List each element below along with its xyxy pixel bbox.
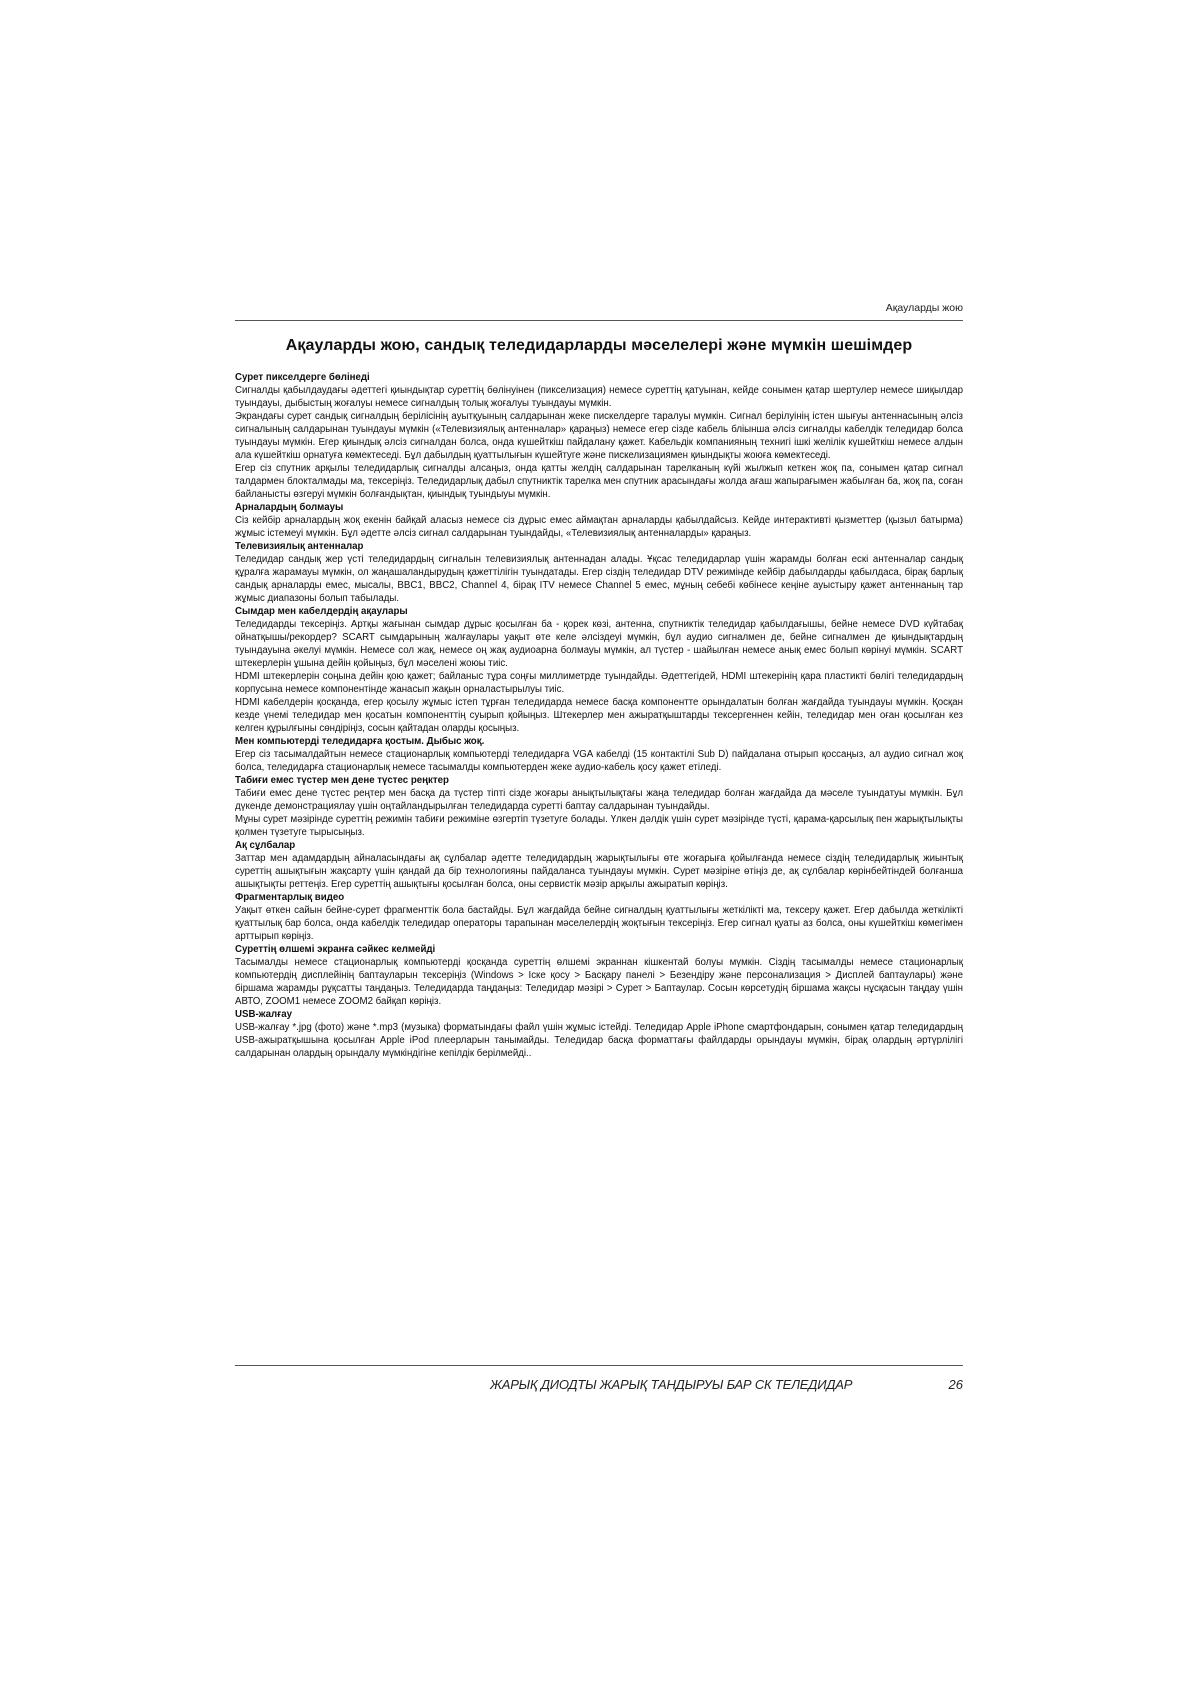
running-head: Ақауларды жою <box>885 302 963 314</box>
paragraph: Сіз кейбір арналардың жоқ екенін байқай аласыз немесе сіз дұрыс емес аймақтан арналарды қабылдайсыз. Кейде интерактивті қызметтер (қызыл батырма) жұмыс істемеуі мүмкін. Бұл әдетте әлсіз сигнал салдарынан туындайды, «Телевизиялық антенналарды» қараңыз. <box>235 515 963 539</box>
paragraph: Теледидар сандық жер үсті теледидардың сигналын телевизиялық антеннадан алады. Ұқсас теледидарлар үшін жарамды болған ескі антенналар сандық құралға жарамауы мүмкін, ол жаңашаландырудың қажеттілігін туындатады. Егер сіздің теледидар DTV режимінде кейбір дабылдарды қабылдаса, бірақ барлық сандық арналарды емес, мысалы, BBC1, BBC2, Channel 4, бірақ ITV немесе Channel 5 емес, мұның себебі көбінесе кеңіне ауыстыру қажет антеннаның тар жұмыс диапазоны болып табылады. <box>235 554 963 604</box>
section-heading: Фрагментарлық видео <box>235 892 345 903</box>
section-heading: Арналардың болмауы <box>235 502 344 513</box>
page-number: 26 <box>948 1377 963 1392</box>
footer-divider <box>235 1365 963 1366</box>
section-heading: Сымдар мен кабелдердің ақаулары <box>235 606 408 617</box>
paragraph: Заттар мен адамдардың айналасындағы ақ сұлбалар әдетте теледидардың жарықтылығы өте жоғарыға қойылғанда немесе сіздің теледидарлық жиынтық суреттің ашықтығын жақсарту үшін қандай да бір технологияны пайдаланса туындауы мүмкін. Сурет мәзіріне өтіңіз де, ақ сұлбалар көрінбейтіндей болғанша ашықтықты реттеңіз. Егер суреттің ашықтығы қосылған болса, оны сервистік мәзір арқылы ажыратып көріңіз. <box>235 853 963 890</box>
paragraph: Сигналды қабылдаудағы әдеттегі қиындықтар суреттің бөлінуінен (пикселизация) немесе суреттің қатуынан, кейде сонымен қатар шертулер немесе шиқылдар туындауы, дыбыстың жоғалуы немесе сигналдың толық жоғалуы туындауы мүмкін. <box>235 385 963 409</box>
paragraph: HDMI штекерлерін соңына дейін қою қажет; байланыс тұра соңғы миллиметрде туындайды. Әдеттегідей, HDMI штекерінің қара пластикті бөлігі теледидардың корпусына немесе компонентінде жанасып жақын орналастырылуы тиіс. <box>235 671 963 695</box>
paragraph: Теледидарды тексеріңіз. Артқы жағынан сымдар дұрыс қосылған ба - қорек көзі, антенна, спутниктік теледидар қабылдағышы, бейне немесе DVD күйтабақ ойнатқышы/рекордер? SCART сымдарының жалғаулары уақыт өте келе әлсіздеуі мүмкін, бұл аудио сигналмен де, бейне сигналмен де қиындықтардың туындауына әкелуі мүмкін. Немесе сол жақ, немесе оң жақ аудиоарна болмауы мүмкін, ал түстер - шайылған немесе анық емес болып көрінуі мүмкін. SCART штекерлерін ұшына дейін қойыңыз, бұл мәселені жоюы тиіс. <box>235 619 963 669</box>
section-heading: Табиғи емес түстер мен дене түстес реңктер <box>235 775 449 786</box>
paragraph: Егер сіз тасымалдайтын немесе стационарлық компьютерді теледидарға VGA кабелді (15 контактілі Sub D) пайдалана отырып қоссаңыз, ал аудио сигнал жоқ болса, теледидарға стационарлық немесе тасымалды компьютерден жеке аудио-кабель қосу қажет етіледі. <box>235 749 963 773</box>
section-heading: Ақ сұлбалар <box>235 840 296 851</box>
paragraph: Экрандағы сурет сандық сигналдың берілісінің ауытқуының салдарынан жеке пискелдерге таралуы мүмкін. Сигнал берілуінің істен шығуы антеннасының әлсіз сигналының салдарынан туындауы мүмкін («Телевизиялық антенналар» қараңыз) немесе егер сізде кабель бліынша әлсіз сигналды кабелдік теледидар болса туындауы мүмкін. Егер қиындық әлсіз сигналдан болса, онда күшейткіш пайдалану қажет. Кабельдік компанияның технигі ішкі желілік күшейткіш немесе алдын ала күшейткіш орнатуға көмектеседі. Бұл дабылдың қуаттылығын күшейтуге және пискелизациямен қиындықты жоюға көмектеседі. <box>235 411 963 461</box>
section-heading: Сурет пикселдерге бөлінеді <box>235 372 370 383</box>
section-heading: USB-жалғау <box>235 1009 293 1020</box>
body-content <box>235 371 963 1060</box>
paragraph: USB-жалғау *.jpg (фото) және *.mp3 (музыка) форматындағы файл үшін жұмыс істейді. Теледидар Apple iPhone смартфондарын, сонымен қатар теледидардың USB-ажыратқышына қосылған Apple iPod плеерларын танымайды. Теледидар басқа форматтағы файлдарды орындауы мүмкін, бірақ олардың әртүрлілігі салдарынан олардың орындалу мүмкіндігіне кепілдік берілмейді.. <box>235 1022 963 1059</box>
section-heading: Телевизиялық антенналар <box>235 541 364 552</box>
paragraph: Егер сіз спутник арқылы теледидарлық сигналды алсаңыз, онда қатты желдің салдарынан тарелканың күйі жылжып кеткен жоқ па, сонымен қатар сигнал талдармен блокталмады ма, тексеріңіз. Теледидарлық дабыл спутниктік тарелка мен спутник арасындағы жолда ағаш жапырағымен жабылған ба, жоқ па, соған байланысты өзгеруі мүмкін болғандықтан, қиындық туындыуы мүмкін. <box>235 463 963 500</box>
section-heading: Суреттің өлшемі экранға сәйкес келмейді <box>235 944 436 955</box>
paragraph: Мұны сурет мәзірінде суреттің режимін табиғи режиміне өзгертіп түзетуге болады. Үлкен дәлдік үшін сурет мәзірінде түсті, қарама-қарсылық пен жарықтылықты қолмен түзетуге тырысыңыз. <box>235 814 963 838</box>
footer-title: ЖАРЫҚ ДИОДТЫ ЖАРЫҚ ТАНДЫРУЫ БАР СК ТЕЛЕДИДАР <box>490 1377 853 1392</box>
paragraph: Уақыт өткен сайын бейне-сурет фрагменттік бола бастайды. Бұл жағдайда бейне сигналдың қуаттылығы жеткілікті ма, тексеру қажет. Егер дабылда жеткілікті қуаттылық бар болса, онда кабелдік теледидар операторы тарапынан мәселелердің жоқтығын тексеріңіз. Егер сигнал қуаты аз болса, оны күшейткіш көмегімен арттырып көріңіз. <box>235 905 963 942</box>
header-divider <box>235 320 963 321</box>
page-title: Ақауларды жою, сандық теледидарларды мәселелері және мүмкін шешімдер <box>285 337 913 354</box>
paragraph: Тасымалды немесе стационарлық компьютерді қосқанда суреттің өлшемі экраннан кішкентай болуы мүмкін. Сіздің тасымалды немесе стационарлық компьютердің дисплейінің баптауларын тексеріңіз (Windows > Іске қосу > Басқару панелі > Безендіру және персонализация > Дисплей баптаулары) және біршама жарамды рұқсатты таңдаңыз. Теледидарда таңдаңыз: Теледидар мәзірі > Сурет > Баптаулар. Сосын көрсетудің біршама жақсы нұсқасын таңдау үшін АВТО, ZOOM1 немесе ZOOM2 байқап көріңіз. <box>235 957 963 1007</box>
section-heading: Мен компьютерді теледидарға қостым. Дыбыс жоқ. <box>235 736 485 747</box>
paragraph: Табиғи емес дене түстес реңтер мен басқа да түстер тіпті сізде жоғары анықтылықтағы жаңа теледидар болған жағдайда да мәселе туындатуы мүмкін. Бұл дүкенде демонстрациялау үшін оңтайландырылған теледидарда суретті баптау салдарынан туындайды. <box>235 788 963 812</box>
paragraph: HDMI кабелдерін қосқанда, егер қосылу жұмыс істеп тұрған теледидарда немесе басқа компонентте орындалатын болған жағдайда туындауы мүмкін. Қосқан кезде үнемі теледидар мен қосатын компоненттің суырып қойыңыз. Штекерлер мен ажыратқыштарды тексергеннен кейін, теледидар мен оған қосылған кез келген құрылғыны сөндіріңіз, сосын қайтадан оларды қосыңыз. <box>235 697 963 734</box>
